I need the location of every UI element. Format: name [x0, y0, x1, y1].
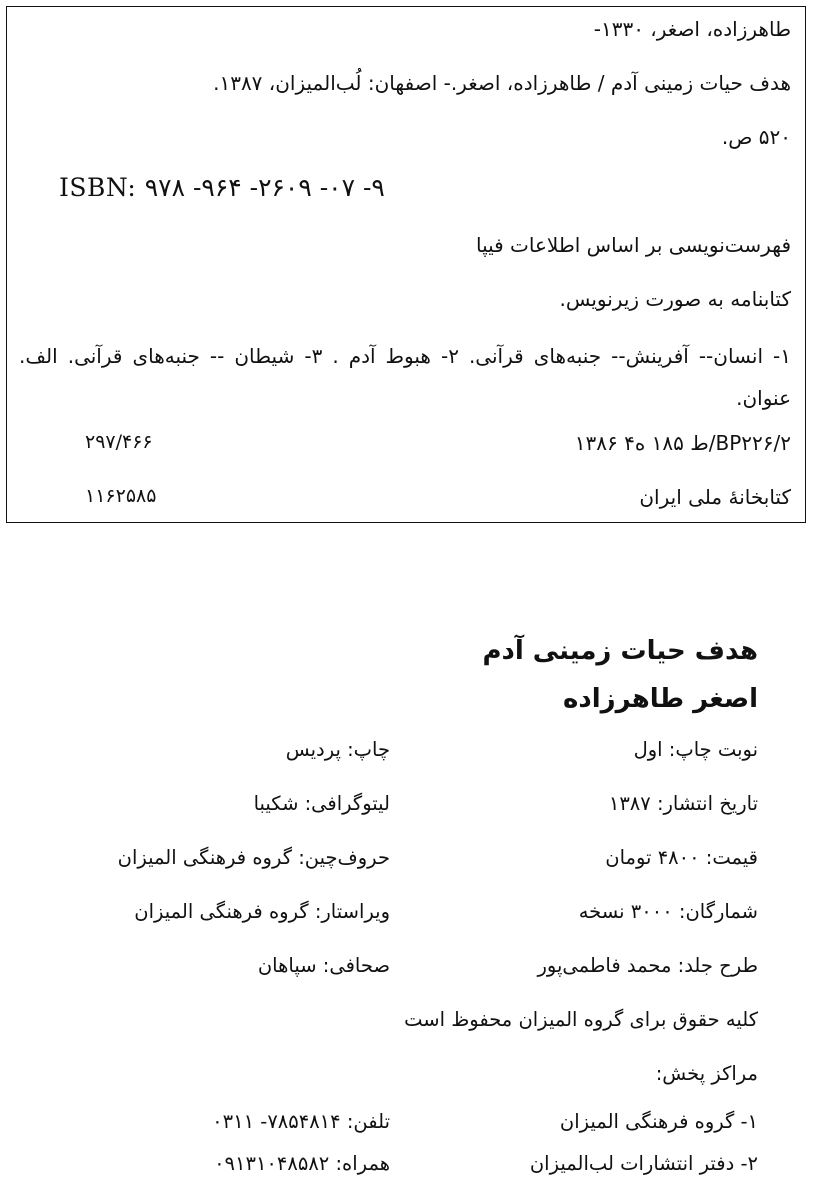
center-1-phone: تلفن: ۷۸۵۴۸۱۴- ۰۳۱۱	[212, 1110, 390, 1133]
rights-notice: کلیه حقوق برای گروه المیزان محفوظ است	[404, 1008, 758, 1031]
bibliography-line: کتابنامه به صورت زیرنویس.	[559, 287, 791, 311]
edition: نوبت چاپ: اول	[633, 738, 758, 761]
library-label: کتابخانهٔ ملی ایران	[639, 485, 791, 509]
price: قیمت: ۴۸۰۰ تومان	[605, 846, 758, 869]
distribution-heading: مراکز پخش:	[655, 1062, 758, 1085]
cataloging-in-publication-box	[6, 6, 806, 523]
library-number: ۱۱۶۲۵۸۵	[85, 485, 157, 507]
editor: ویراستار: گروه فرهنگی المیزان	[134, 900, 390, 923]
title-line: هدف حیات زمینی آدم / طاهرزاده، اصغر.- اصفهان: لُب‌المیزان، ۱۳۸۷.	[213, 71, 791, 95]
isbn-line: ISBN: ۹۷۸ -۹۶۴ -۲۶۰۹ -۰۷ -۹	[59, 173, 385, 202]
copies: شمارگان: ۳۰۰۰ نسخه	[578, 900, 758, 923]
typesetting: حروف‌چین: گروه فرهنگی المیزان	[117, 846, 390, 869]
lc-call-number: BP۲۲۶/۲/ط ۱۸۵ ه۴ ۱۳۸۶	[574, 431, 791, 455]
lithography: لیتوگرافی: شکیبا	[253, 792, 390, 815]
subjects-text: ۱- انسان-- آفرینش-- جنبه‌های قرآنی. ۲- هبوط آدم . ۳- شیطان -- جنبه‌های قرآنی. الف. عنوان.	[19, 344, 791, 410]
center-2-mobile: همراه: ۰۹۱۳۱۰۴۸۵۸۲	[214, 1152, 390, 1175]
book-title: هدف حیات زمینی آدم	[482, 636, 758, 666]
printer: چاپ: پردیس	[285, 738, 390, 761]
binding: صحافی: سپاهان	[257, 954, 390, 977]
distribution-center-1: ۱- گروه فرهنگی المیزان	[559, 1110, 758, 1133]
distribution-center-2: ۲- دفتر انتشارات لب‌المیزان	[529, 1152, 758, 1175]
cover-design: طرح جلد: محمد فاطمی‌پور	[537, 954, 758, 977]
dewey-number: ۲۹۷/۴۶۶	[85, 431, 153, 453]
fipa-line: فهرست‌نویسی بر اساس اطلاعات فیپا	[475, 233, 791, 257]
author-line: طاهرزاده، اصغر، ۱۳۳۰-	[593, 17, 791, 41]
book-author: اصغر طاهرزاده	[563, 684, 758, 714]
publication-date: تاریخ انتشار: ۱۳۸۷	[608, 792, 758, 815]
pages-line: ۵۲۰ ص.	[721, 125, 791, 149]
